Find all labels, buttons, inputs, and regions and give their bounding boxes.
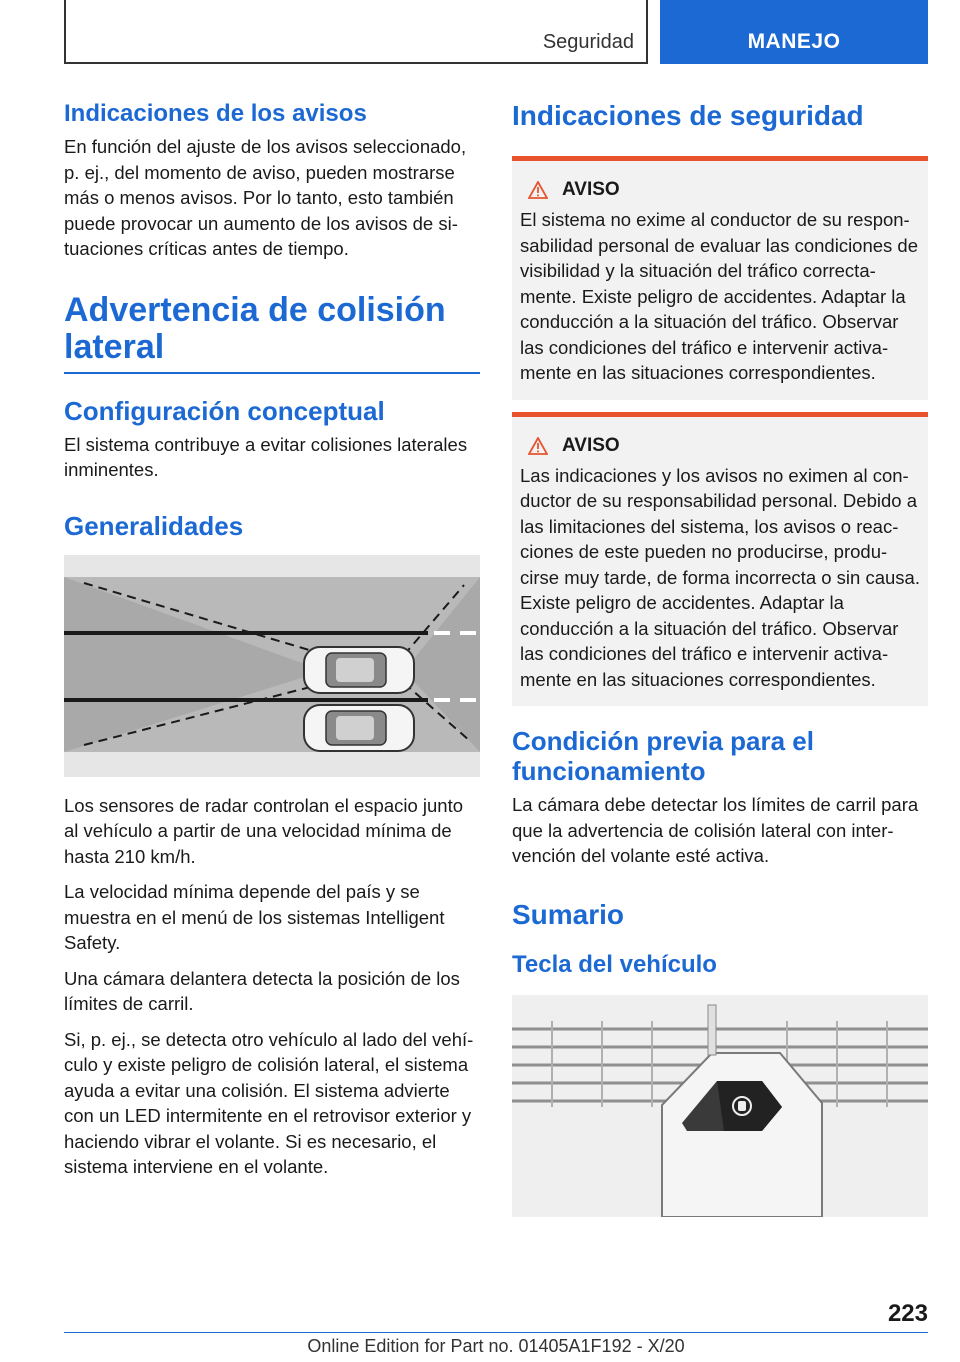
- vehicle-button-figure: [512, 995, 928, 1217]
- paragraph-configuracion: El sistema contribuye a evitar colisiones laterales inminentes.: [64, 433, 468, 480]
- lane-diagram-illustration: [64, 555, 480, 777]
- car-top: [304, 647, 414, 693]
- paragraph-camara: Una cámara delantera detecta la posición de los límites de carril.: [64, 967, 460, 1014]
- chapter-tab[interactable]: MANEJO: [660, 0, 928, 64]
- warning-text-1: El sistema no exime al conductor de su respon- sabilidad personal de evaluar las condiciones de visibilidad y la situación del tráfico correcta- mente. Existe peligro de accidentes. Adaptar la conducción a la situación del tráfico. Observar las condiciones del tráfico e intervenir activa- mente en las situaciones correspondientes.: [520, 209, 919, 383]
- paragraph-condicion: La cámara debe detectar los límites de carril para que la advertencia de colisión lateral con inter- vención del volante esté activa.: [512, 794, 919, 866]
- paragraph-indicaciones: En función del ajuste de los avisos seleccionado, p. ej., del momento de aviso, pueden mostrarse más o menos avisos. Por lo tanto, esto también puede provocar un aumento de los avisos de si- tuaciones críticas antes de tiempo.: [64, 136, 467, 259]
- car-bottom: [304, 705, 414, 751]
- left-column: [64, 100, 480, 1190]
- paragraph-colision: Si, p. ej., se detecta otro vehículo al lado del vehí- culo y existe peligro de colisión lateral, el sistema ayuda a evitar una colisión. El sistema advierte con un LED intermitente en el retrovisor exterior y haciendo vibrar el volante. Si es necesario, el sistema interviene en el volante.: [64, 1028, 474, 1177]
- footer-divider: [64, 1332, 928, 1333]
- vehicle-button-illustration: [512, 995, 928, 1217]
- heading-seguridad: Indicaciones de seguridad: [512, 100, 864, 131]
- paragraph-velocidad: La velocidad mínima depende del país y se muestra en el menú de los sistemas Intelligent Safety.: [64, 881, 445, 953]
- warning-box-1: [512, 156, 928, 400]
- page-number: 223: [887, 1300, 928, 1327]
- lane-diagram-figure: [64, 555, 480, 777]
- heading-condicion-line-1: Condición previa para el: [512, 726, 814, 756]
- page-title: [64, 292, 480, 374]
- warning-label-1: AVISO: [562, 179, 620, 200]
- warning-text-2: Las indicaciones y los avisos no eximen al con- ductor de su responsabilidad personal. Debido a las limitaciones del sistema, los avisos o reac- ciones de este pueden no producirse, produ- cirse muy tarde, de forma incorrecta o sin causa. Existe peligro de accidentes. Adaptar la conducción a la situación del tráfico. Observar las condiciones del tráfico e intervenir activa- mente en las situaciones correspondientes.: [520, 464, 920, 690]
- heading-generalidades: Generalidades: [64, 510, 244, 541]
- page-title-line-2: lateral: [64, 327, 165, 366]
- heading-condicion: [512, 726, 928, 786]
- warning-title-1: [520, 179, 920, 201]
- warning-label-2: AVISO: [562, 434, 620, 456]
- warning-triangle-icon: [528, 437, 548, 455]
- heading-tecla: Tecla del vehículo: [512, 950, 717, 978]
- warning-box-2: [512, 412, 928, 707]
- page-header: [64, 0, 928, 64]
- heading-sumario: Sumario: [512, 898, 625, 930]
- right-column: [512, 100, 928, 1217]
- heading-indicaciones: Indicaciones de los avisos: [64, 100, 367, 127]
- heading-condicion-line-2: funcionamiento: [512, 756, 706, 786]
- heading-configuracion: Configuración conceptual: [64, 395, 385, 426]
- paragraph-sensores: Los sensores de radar controlan el espacio junto al vehículo a partir de una velocidad mínima de hasta 210 km/h.: [64, 794, 464, 867]
- warning-title-2: [520, 435, 920, 457]
- warning-triangle-icon: [528, 181, 548, 199]
- section-title: Seguridad: [542, 31, 634, 53]
- footer-edition: Online Edition for Part no. 01405A1F192 - X/20: [307, 1336, 685, 1356]
- page-title-line-1: Advertencia de colisión: [64, 290, 446, 329]
